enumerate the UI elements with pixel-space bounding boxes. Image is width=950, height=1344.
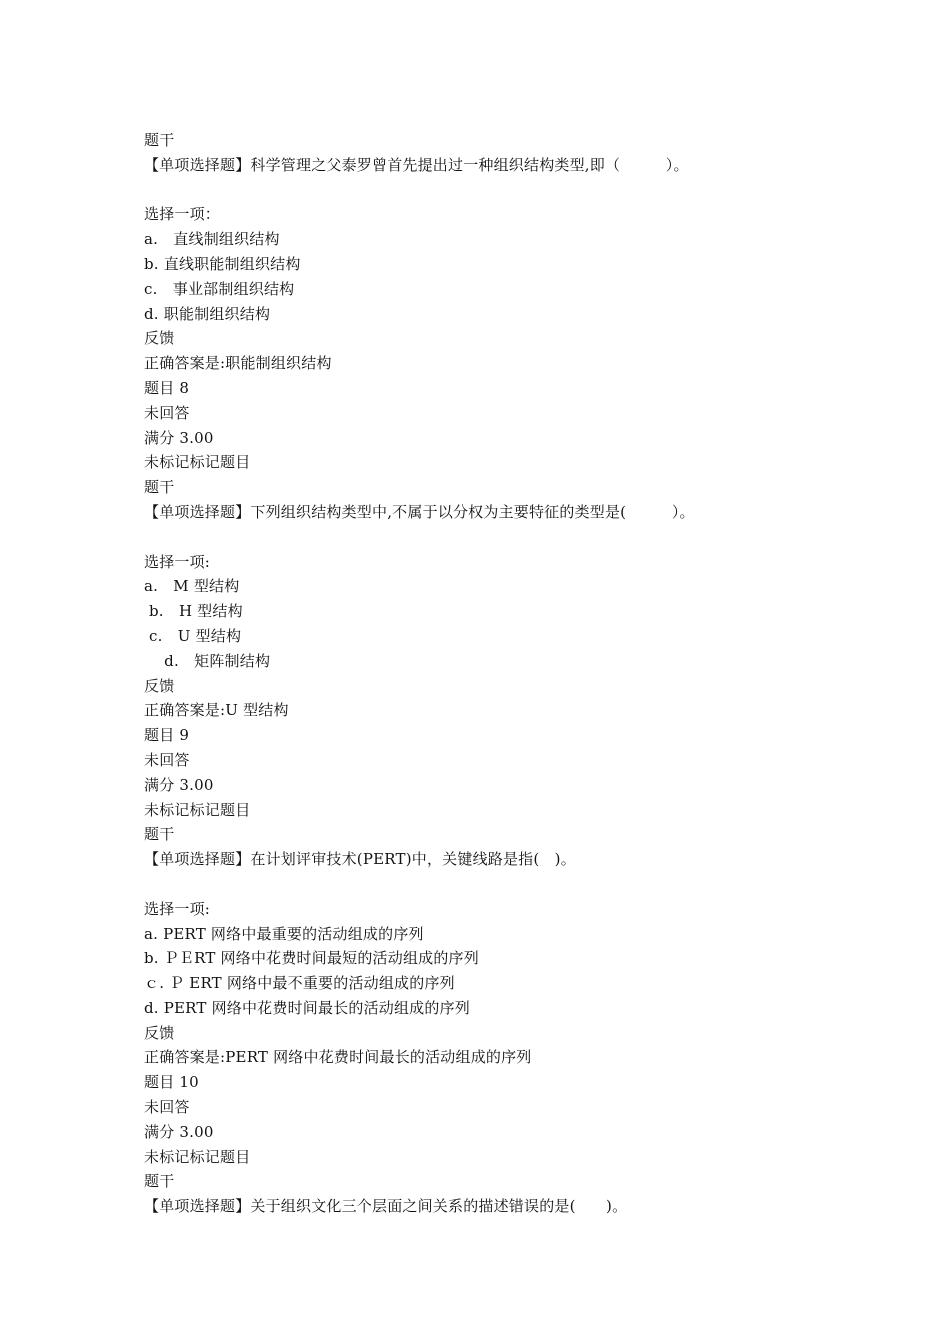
question-status: 未回答 [144,1098,190,1117]
answer-option: b. 直线职能制组织结构 [144,254,301,273]
question-status: 未回答 [144,403,190,422]
question-text: 【单项选择题】下列组织结构类型中,不属于以分权为主要特征的类型是( ）。 [144,502,695,521]
answer-option: c. U 型结构 [144,626,242,645]
question-number: 题目 9 [144,726,190,745]
answer-option: d. 职能制组织结构 [144,304,271,323]
question-flag: 未标记标记题目 [144,1147,251,1166]
answer-option: b. ＰＥRT 网络中花费时间最短的活动组成的序列 [144,949,479,968]
question-score: 满分 3.00 [144,428,214,447]
question-score: 满分 3.00 [144,775,214,794]
answer-option: d. 矩阵制结构 [144,651,271,670]
question-flag: 未标记标记题目 [144,800,251,819]
question-flag: 未标记标记题目 [144,453,251,472]
stem-label: 题干 [144,478,175,497]
blank-line [144,525,844,550]
question-text: 【单项选择题】在计划评审技术(PERT)中，关键线路是指( )。 [144,850,576,869]
stem-label: 题干 [144,131,175,149]
answer-option: a. M 型结构 [144,577,240,596]
answer-option: d. PERT 网络中花费时间最长的活动组成的序列 [144,998,470,1017]
blank-line [144,872,844,897]
question-score: 满分 3.00 [144,1122,214,1141]
answer-option: b. H 型结构 [144,602,243,621]
select-prompt: 选择一项: [144,899,211,918]
select-prompt: 选择一项： [144,205,221,224]
feedback-label: 反馈 [144,676,175,695]
document-page [144,128,844,1219]
question-text: 【单项选择题】科学管理之父泰罗曾首先提出过一种组织结构类型,即（ ）。 [144,155,689,174]
answer-option: ｃ. Ｐ ERT 网络中最不重要的活动组成的序列 [144,974,455,993]
question-text: 【单项选择题】关于组织文化三个层面之间关系的描述错误的是( )。 [144,1197,628,1216]
answer-option: c. 事业部制组织结构 [144,279,295,298]
select-prompt: 选择一项: [144,552,211,571]
question-status: 未回答 [144,750,190,769]
stem-label: 题干 [144,825,175,844]
feedback-label: 反馈 [144,1023,175,1042]
answer-option: a. PERT 网络中最重要的活动组成的序列 [144,924,424,943]
correct-answer: 正确答案是:职能制组织结构 [144,354,332,373]
question-number: 题目 10 [144,1073,199,1092]
correct-answer: 正确答案是:U 型结构 [144,701,289,720]
blank-line [144,178,844,203]
feedback-label: 反馈 [144,329,175,348]
correct-answer: 正确答案是:PERT 网络中花费时间最长的活动组成的序列 [144,1048,532,1067]
question-number: 题目 8 [144,378,190,397]
stem-label: 题干 [144,1172,175,1191]
answer-option: a. 直线制组织结构 [144,230,280,249]
